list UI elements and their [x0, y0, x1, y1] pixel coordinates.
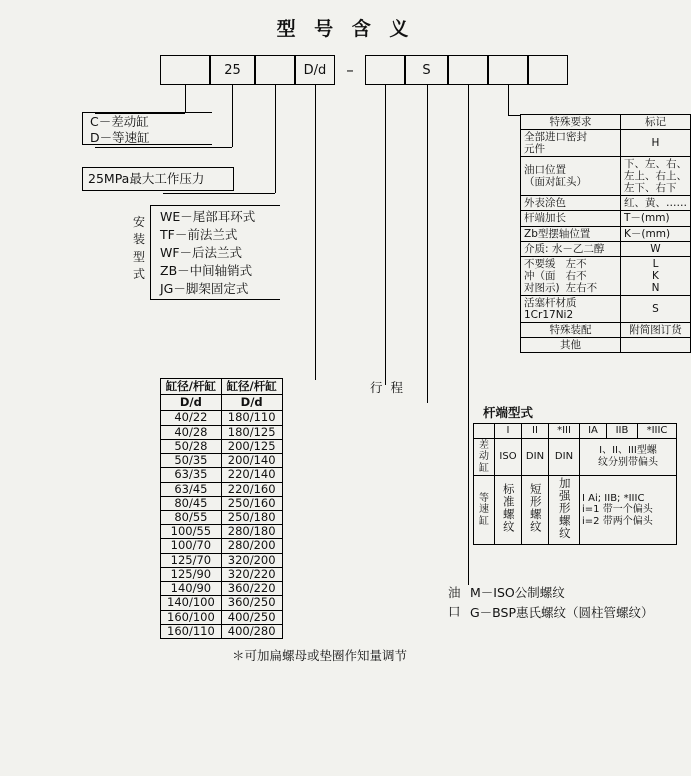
oil-port-item-2: G－BSP惠氏螺纹（圆柱管螺纹） [470, 605, 654, 620]
bore-cell: 160/110 [161, 624, 222, 638]
table-row [161, 510, 283, 524]
bore-table-wrap [160, 378, 283, 639]
rodend-r2-c4-l1: i=1 带一个偏头 [582, 504, 653, 516]
rodend-r1-c1: ISO [495, 438, 522, 476]
spec-mark-port-l3: 左下、右下 [624, 182, 677, 195]
rodend-r2-c2-text: 短形螺纹 [528, 483, 543, 534]
rodend-row1-label [474, 438, 495, 476]
spec-req-cushion-col2 [566, 258, 598, 294]
bore-table-subheader-2: D/d [221, 395, 282, 411]
bore-cell: 400/250 [221, 610, 282, 624]
spec-req-rodmat-l1: 活塞杆材质 [524, 296, 577, 309]
rodend-col-IIB: IIB [607, 424, 638, 439]
leader-line-spec-h [508, 115, 520, 116]
bore-cell: 220/160 [221, 482, 282, 496]
rodend-row-constspeed [474, 476, 677, 545]
mount-item-4: ZB－中间轴销式 [160, 263, 253, 278]
table-row [161, 496, 283, 510]
spec-mark-cushion [621, 256, 691, 295]
spec-req-port [521, 157, 621, 196]
spec-cushion-code-1: L [652, 257, 659, 270]
spec-cushion-opt-3: 左右不 [565, 281, 598, 294]
spec-mark-medium: W [621, 241, 691, 256]
oil-port-label [448, 583, 461, 622]
rodend-r2-c4-l0: I Ai; IIB; *IIIC [582, 492, 645, 504]
special-requirement-table [520, 114, 691, 353]
rodend-r1-c4-l2: 纹分别带偏头 [598, 456, 658, 468]
table-row [161, 553, 283, 567]
spec-mark-rodext: T－(mm) [621, 211, 691, 226]
table-row [161, 468, 283, 482]
spec-row-specialasm [521, 322, 691, 337]
rodend-col-IA: IA [580, 424, 607, 439]
leader-line-pressure-h [95, 147, 232, 148]
spec-mark-seal: H [621, 130, 691, 157]
mount-title-char-4: 式 [133, 267, 146, 282]
bore-cell: 125/90 [161, 567, 222, 581]
bore-cell: 220/140 [221, 468, 282, 482]
spec-req-color: 外表涂色 [521, 196, 621, 211]
code-box-5[interactable] [365, 55, 405, 85]
rodend-col-IIIC: *IIIC [638, 424, 677, 439]
rodend-r1-c3: DIN [549, 438, 580, 476]
rodend-r2-c4 [580, 476, 677, 545]
rodend-row2-label-c3: 缸 [479, 515, 489, 527]
spec-header-req: 特殊要求 [521, 115, 621, 130]
rodend-row-differential [474, 438, 677, 476]
mount-title-char-2: 装 [133, 232, 146, 247]
spec-row-rodext [521, 211, 691, 226]
bore-cell: 50/28 [161, 439, 222, 453]
rodend-r2-c4-l2: i=2 带两个偏头 [582, 515, 653, 527]
leader-line-spec [508, 85, 509, 115]
bore-cell: 160/100 [161, 610, 222, 624]
table-row [161, 482, 283, 496]
spec-row-port [521, 157, 691, 196]
table-row [161, 567, 283, 581]
rodend-col-II: II [522, 424, 549, 439]
spec-req-rodmat [521, 295, 621, 322]
stroke-label: 行 程 [370, 380, 405, 395]
leader-line-pressure [232, 85, 233, 147]
leader-line-mount-h [163, 193, 275, 194]
table-row [161, 582, 283, 596]
spec-req-seal-l1: 全部进口密封 [524, 131, 587, 144]
oil-port-item-1: M－ISO公制螺纹 [470, 585, 565, 600]
cyl-type-label-2: D－等速缸 [90, 130, 150, 145]
rodend-row1-label-c3: 缸 [479, 462, 489, 474]
spec-req-cushion-col1 [524, 258, 560, 294]
spec-row-rodmat [521, 295, 691, 322]
mount-title-char-3: 型 [133, 249, 146, 264]
bore-rod-table [160, 378, 283, 639]
bore-table-header-1: 缸径/杆缸 [161, 379, 222, 395]
table-row [161, 539, 283, 553]
code-dash: – [346, 61, 354, 79]
code-box-1[interactable] [160, 55, 210, 85]
table-row [161, 454, 283, 468]
bore-cell: 250/160 [221, 496, 282, 510]
spec-req-rodmat-l2: 1Cr17Ni2 [524, 308, 574, 321]
spec-req-seal-l2: 元件 [524, 143, 545, 156]
bore-cell: 360/220 [221, 582, 282, 596]
code-box-2[interactable]: 25 [210, 55, 255, 85]
rod-end-title: 杆端型式 [483, 405, 534, 420]
spec-req-specialasm: 特殊装配 [521, 322, 621, 337]
table-row [161, 411, 283, 425]
rodend-r1-c2: DIN [522, 438, 549, 476]
rodend-r2-c1 [495, 476, 522, 545]
rodend-r2-c1-text: 标准螺纹 [501, 483, 516, 534]
bore-cell: 125/70 [161, 553, 222, 567]
bore-cell: 40/22 [161, 411, 222, 425]
table-row [161, 624, 283, 638]
bore-cell: 180/125 [221, 425, 282, 439]
code-box-4[interactable]: D/d [295, 55, 335, 85]
spec-req-cushion-l2: 冲（面 [524, 269, 556, 282]
bore-cell: 320/220 [221, 567, 282, 581]
mount-item-5: JG－脚架固定式 [160, 281, 249, 296]
bore-table-header-row [161, 379, 283, 395]
spec-table-header-row [521, 115, 691, 130]
bore-cell: 140/100 [161, 596, 222, 610]
code-box-7[interactable] [448, 55, 488, 85]
rodend-corner [474, 424, 495, 439]
spec-cushion-code-3: N [651, 281, 660, 294]
code-box-6[interactable]: S [405, 55, 448, 85]
spec-req-cushion [521, 256, 621, 295]
rod-end-table [473, 423, 677, 545]
bore-cell: 63/45 [161, 482, 222, 496]
rodend-row2-label [474, 476, 495, 545]
bore-cell: 63/35 [161, 468, 222, 482]
spec-mark-port [621, 157, 691, 196]
spec-req-seal [521, 130, 621, 157]
spec-mark-port-l2: 左上、右上、 [624, 170, 687, 183]
bore-table-subheader-row [161, 395, 283, 411]
code-box-9[interactable] [528, 55, 568, 85]
spec-cushion-code-2: K [652, 269, 659, 282]
rodend-r2-c2 [522, 476, 549, 545]
spec-row-cushion [521, 256, 691, 295]
spec-row-other [521, 338, 691, 353]
spec-row-seal [521, 130, 691, 157]
mount-item-3: WF－后法兰式 [160, 245, 243, 260]
spec-row-zb [521, 226, 691, 241]
bore-cell: 280/200 [221, 539, 282, 553]
spec-cushion-opt-1: 左不 [565, 257, 587, 270]
spec-table-wrap [520, 114, 691, 353]
bore-cell: 100/70 [161, 539, 222, 553]
mount-item-1: WE－尾部耳环式 [160, 209, 256, 224]
page-title: 型 号 含 义 [276, 18, 415, 40]
table-row [161, 525, 283, 539]
spec-mark-specialasm: 附简图订货 [621, 322, 691, 337]
bore-cell: 200/140 [221, 454, 282, 468]
spec-header-mark: 标记 [621, 115, 691, 130]
spec-req-other: 其他 [521, 338, 621, 353]
code-box-3[interactable] [255, 55, 295, 85]
spec-row-color [521, 196, 691, 211]
rodend-r1-c4-l1: I、II、III型螺 [599, 445, 657, 457]
table-row [161, 596, 283, 610]
spec-mark-rodmat: S [621, 295, 691, 322]
rodend-row2-label-c2: 速 [479, 504, 489, 516]
bore-cell: 40/28 [161, 425, 222, 439]
bore-cell: 360/250 [221, 596, 282, 610]
mount-item-2: TF－前法兰式 [160, 227, 238, 242]
rodend-r2-c3 [549, 476, 580, 545]
spec-req-port-l1: 油口位置 [524, 164, 566, 177]
oil-port-label-c2: 口 [448, 604, 461, 620]
rodend-row2-label-c1: 等 [479, 492, 489, 504]
bore-cell: 250/180 [221, 510, 282, 524]
rod-end-table-wrap [473, 423, 677, 545]
rodend-row1-label-c1: 差 [479, 439, 489, 451]
bore-table-subheader-1: D/d [161, 395, 222, 411]
bore-cell: 100/55 [161, 525, 222, 539]
bore-cell: 280/180 [221, 525, 282, 539]
leader-line-oilport [468, 85, 469, 585]
spec-req-medium: 介质: 水－乙二醇 [521, 241, 621, 256]
spec-mark-zb: K－(mm) [621, 226, 691, 241]
leader-line-stroke [385, 85, 386, 385]
leader-line-cyltype [185, 85, 186, 113]
spec-mark-other [621, 338, 691, 353]
spec-mark-color: 红、黄、…… [621, 196, 691, 211]
spec-req-zb: Zb型摆轴位置 [521, 226, 621, 241]
mount-type-title [133, 214, 145, 284]
bore-cell: 400/280 [221, 624, 282, 638]
spec-row-medium [521, 241, 691, 256]
table-row [161, 425, 283, 439]
spec-mark-port-l1: 下、左、右、 [624, 158, 687, 171]
bore-cell: 140/90 [161, 582, 222, 596]
mount-title-char-1: 安 [133, 215, 146, 229]
rodend-col-I: I [495, 424, 522, 439]
rodend-col-III: *III [549, 424, 580, 439]
rodend-r1-c4 [580, 438, 677, 476]
spec-req-rodext: 杆端加长 [521, 211, 621, 226]
bore-table-header-2: 缸径/杆缸 [221, 379, 282, 395]
table-row [161, 610, 283, 624]
code-box-8[interactable] [488, 55, 528, 85]
bore-cell: 200/125 [221, 439, 282, 453]
pressure-label: 25MPa最大工作压力 [88, 171, 205, 186]
spec-req-cushion-l3: 对图示) [524, 281, 560, 294]
spec-req-port-l2: （面对缸头） [524, 176, 587, 189]
table-row [161, 439, 283, 453]
leader-line-rodend [427, 85, 428, 403]
oil-port-label-c1: 油 [448, 585, 461, 600]
bore-cell: 320/200 [221, 553, 282, 567]
rodend-header-row [474, 424, 677, 439]
rodend-row1-label-c2: 动 [479, 451, 489, 462]
spec-cushion-opt-2: 右不 [565, 269, 587, 282]
bore-cell: 180/110 [221, 411, 282, 425]
bore-cell: 80/45 [161, 496, 222, 510]
rodend-r2-c3-text: 加强形螺纹 [557, 477, 572, 540]
footnote: ＊可加扁螺母或垫圈作知量调节 [232, 648, 408, 663]
bore-cell: 80/55 [161, 510, 222, 524]
bore-cell: 50/35 [161, 454, 222, 468]
leader-line-mount [275, 85, 276, 193]
cyl-type-label-1: C－差动缸 [90, 114, 149, 129]
spec-req-cushion-l1: 不要缓 [524, 257, 556, 270]
bore-table-body [161, 411, 283, 639]
leader-line-bore [315, 85, 316, 380]
